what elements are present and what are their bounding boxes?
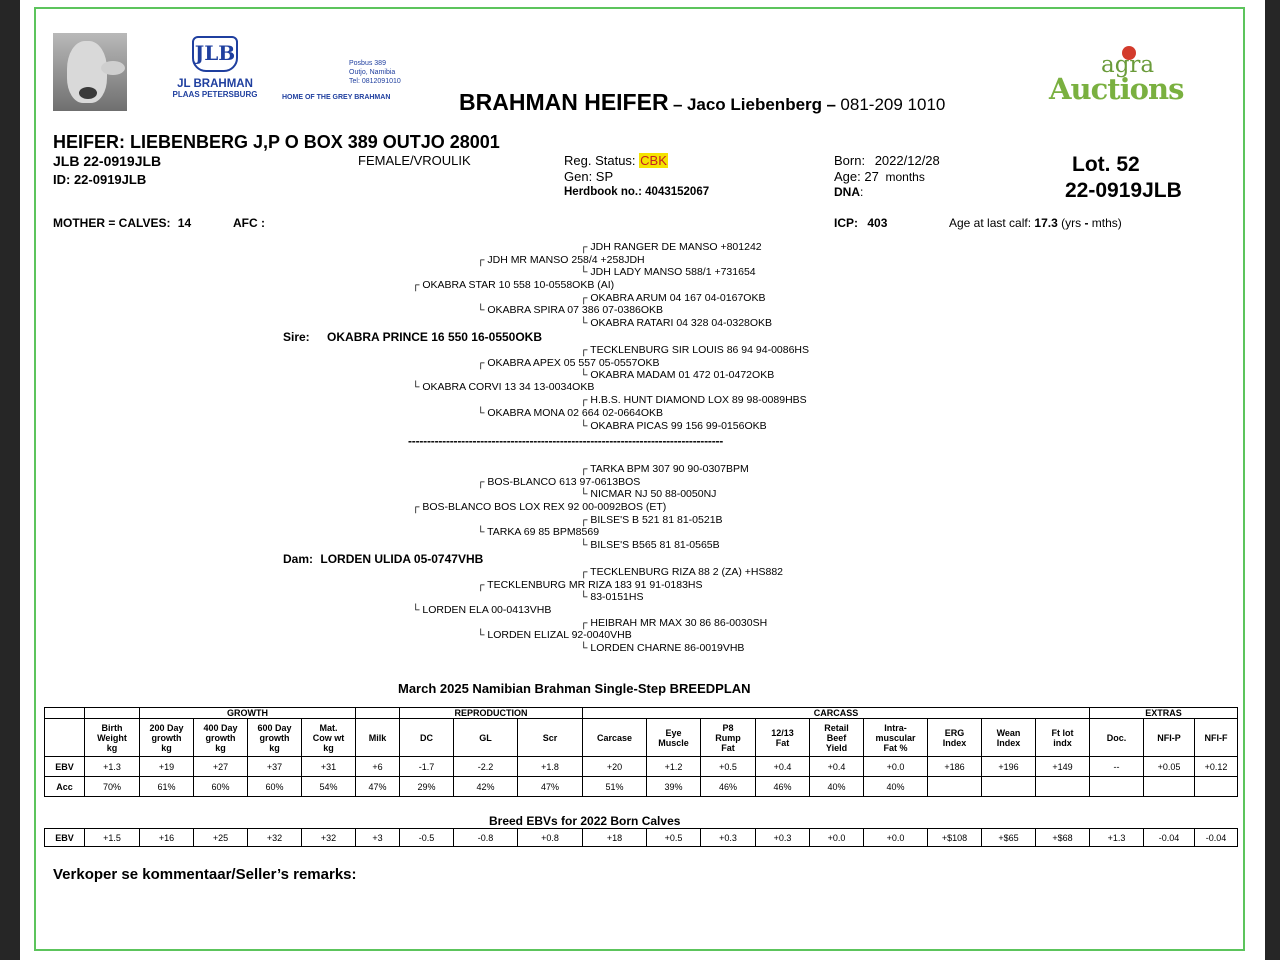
breed-ebv-row [45,829,1238,847]
column-header-line: Intra- [884,722,907,733]
sire-name: OKABRA PRINCE 16 550 16-0550OKB [327,330,542,344]
born-value: 2022/12/28 [874,153,940,168]
ebv-column-header [982,719,1036,757]
acc-row [45,777,1238,797]
age-last-calf-open: (yrs [1061,216,1082,230]
row-label: EBV [45,757,85,777]
pedigree-entry: ┌ TECKLENBURG MR RIZA 183 91 91-0183HS [477,579,703,591]
pedigree-entry: └ OKABRA RATARI 04 328 04-0328OKB [580,317,773,329]
pedigree-entry: ┌ BOS-BLANCO BOS LOX REX 92 00-0092BOS (ET) [412,501,667,513]
table-cell: 47% [518,777,583,797]
ebv-column-header [248,719,302,757]
pedigree-entry: └ 83-0151HS [580,591,644,603]
sire-label: Sire: [283,330,310,344]
column-header-line: Index [996,737,1021,748]
breed-ebv-table [44,828,1238,847]
table-cell: +0.3 [701,829,756,847]
table-cell: +0.3 [756,829,810,847]
animal-id: ID: 22-0919JLB [53,172,147,187]
table-cell: +186 [928,757,982,777]
dam [283,552,483,566]
table-cell: +25 [194,829,248,847]
column-header-line: P8 [722,722,734,733]
jlb-logo-name: JL BRAHMAN [177,78,253,90]
table-cell: +3 [356,829,400,847]
gen-line: Gen: SP [564,169,614,184]
lot-animal-id: 22-0919JLB [1065,179,1182,202]
age-last-calf-unit: mths) [1091,216,1122,230]
table-cell [1036,777,1090,797]
age [834,169,925,184]
column-header-line: 600 Day [257,722,292,733]
table-cell: -0.04 [1144,829,1195,847]
column-header-line: NFI-F [1204,732,1228,743]
column-header-line: Carcase [596,732,633,743]
address-line: Outjo, Namibia [349,69,396,76]
table-cell: +0.4 [810,757,864,777]
table-cell: 60% [248,777,302,797]
mother-calves-value: 14 [177,216,192,230]
table-cell: +196 [982,757,1036,777]
title-contact-name: Jaco Liebenberg [686,95,823,114]
pedigree-entry: ┌ TECKLENBURG RIZA 88 2 (ZA) +HS882 [580,566,784,578]
table-cell: +19 [140,757,194,777]
ebv-column-header [647,719,701,757]
column-header-line: Fat % [883,742,908,753]
age-label: Age: [834,169,861,184]
jlb-shield-icon: JLB [192,36,238,72]
sex: FEMALE/VROULIK [358,153,471,168]
column-header-line: Weight [97,732,127,743]
jlb-logo-subtitle: PLAAS PETERSBURG [172,90,258,99]
table-cell: 54% [302,777,356,797]
pedigree-entry: └ LORDEN CHARNE 86-0019VHB [580,642,745,654]
table-cell: +149 [1036,757,1090,777]
table-cell: 40% [810,777,864,797]
column-header-line: kg [215,742,226,753]
column-header-line: kg [269,742,280,753]
dna-colon: : [860,185,864,199]
herdbook-value: 4043152067 [645,186,710,198]
column-header-line: indx [1053,737,1072,748]
column-header-line: ERG [944,727,965,738]
pedigree-entry: ┌ OKABRA APEX 05 557 05-0557OKB [477,357,660,369]
born-label: Born: [834,153,866,168]
table-cell: -0.5 [400,829,454,847]
ebv-column-header [583,719,647,757]
group-extras: EXTRAS [1090,708,1238,719]
title-phone: 081-209 1010 [840,95,946,114]
pedigree-entry: ┌ OKABRA STAR 10 558 10-0558OKB (AI) [412,279,615,291]
table-cell: +20 [583,757,647,777]
pedigree-entry: └ LORDEN ELA 00-0413VHB [412,604,552,616]
column-header-line: growth [205,732,236,743]
column-header-line: Fat [775,737,790,748]
age-value: 27 [864,169,879,184]
ebv-column-header [701,719,756,757]
column-header-line: Scr [542,732,558,743]
afc-label: AFC : [233,216,265,230]
ebv-row [45,757,1238,777]
seller-remarks-label: Verkoper se kommentaar/Seller’s remarks: [53,866,357,883]
pedigree-entry: ┌ BOS-BLANCO 613 97-0613BOS [477,476,641,488]
column-header-line: 12/13 [771,727,794,738]
table-cell: +0.8 [518,829,583,847]
dam-name: LORDEN ULIDA 05-0747VHB [320,552,484,566]
pedigree-entry: └ BILSE'S B565 81 81-0565B [580,539,720,551]
table-cell: +18 [583,829,647,847]
pedigree-entry: ┌ H.B.S. HUNT DIAMOND LOX 89 98-0089HBS [580,394,807,406]
ebv-group-spacer [85,708,140,719]
table-cell: +32 [248,829,302,847]
table-cell: +27 [194,757,248,777]
table-cell [982,777,1036,797]
table-cell: +$68 [1036,829,1090,847]
column-header-line: Index [942,737,967,748]
pedigree-entry: └ OKABRA MADAM 01 472 01-0472OKB [580,369,775,381]
ebv-corner-cell [45,708,85,719]
table-cell: -1.7 [400,757,454,777]
table-cell: +32 [302,829,356,847]
row-label: EBV [45,829,85,847]
ebv-column-header [864,719,928,757]
reg-status-label: Reg. Status: [564,153,636,168]
table-cell: 61% [140,777,194,797]
agra-logo-bottom: Auctions [1049,72,1184,106]
column-header-line: kg [323,742,334,753]
page-title [459,89,945,116]
pedigree-entry: ┌ HEIBRAH MR MAX 30 86 86-0030SH [580,617,768,629]
column-header-line: kg [106,742,118,753]
dna-label: DNA [834,185,860,199]
ebv-corner-cell [45,719,85,757]
table-cell: 46% [701,777,756,797]
lot-number: Lot. 52 [1072,153,1140,176]
ebv-column-header [302,719,356,757]
table-cell: +0.12 [1195,757,1238,777]
column-header-line: Rump [715,732,741,743]
table-cell: +0.4 [756,757,810,777]
born [834,153,940,168]
table-cell [928,777,982,797]
table-cell: -2.2 [454,757,518,777]
table-cell: +1.5 [85,829,140,847]
table-cell: +16 [140,829,194,847]
column-header-line: growth [151,732,182,743]
column-header-line: Muscle [658,737,689,748]
pedigree-entry: ┌ JDH MR MANSO 258/4 +258JDH [477,254,645,266]
column-header-line: Yield [825,742,848,753]
table-cell: +6 [356,757,400,777]
ebv-column-header [194,719,248,757]
column-header-line: Doc. [1106,732,1127,743]
column-header-line: Mat. [319,722,338,733]
pedigree-divider: ----------------------------------------------------------------------------------- [408,434,724,448]
table-cell [1090,777,1144,797]
title-main: BRAHMAN HEIFER [459,89,669,115]
ebv-column-header [756,719,810,757]
mother-calves [53,216,191,230]
pedigree-entry: └ NICMAR NJ 50 88-0050NJ [580,488,717,500]
group-carcass: CARCASS [583,708,1090,719]
age-last-calf [949,216,1122,230]
table-cell: +0.0 [864,757,928,777]
pedigree-entry: └ OKABRA CORVI 13 34 13-0034OKB [412,381,595,393]
agra-auctions-logo [1049,44,1211,106]
table-cell: +$65 [982,829,1036,847]
table-cell: +1.3 [85,757,140,777]
ebv-column-header [518,719,583,757]
pedigree-entry: └ JDH LADY MANSO 588/1 +731654 [580,266,756,278]
column-header-line: Wean [996,727,1021,738]
table-cell: +1.8 [518,757,583,777]
herdbook [564,186,709,198]
breed-ebv-title: Breed EBVs for 2022 Born Calves [489,814,681,828]
title-separator: – [826,95,836,114]
age-last-calf-label: Age at last calf: [949,216,1032,230]
age-last-calf-value: 17.3 [1034,216,1058,230]
icp [834,216,887,230]
ebv-column-header [356,719,400,757]
jlb-number: JLB 22-0919JLB [53,153,162,169]
table-cell: 29% [400,777,454,797]
age-unit: months [885,170,925,184]
table-cell: -0.04 [1195,829,1238,847]
address-line: Tel: 0812091010 [349,78,401,85]
table-cell: +$108 [928,829,982,847]
sire [283,330,542,344]
table-cell: 42% [454,777,518,797]
ebv-column-header [810,719,864,757]
heifer-owner-line: HEIFER: LIEBENBERG J,P O BOX 389 OUTJO 28001 [53,132,500,152]
table-cell: +0.5 [647,829,701,847]
table-cell: +0.05 [1144,757,1195,777]
table-cell: 70% [85,777,140,797]
dam-label: Dam: [283,552,314,566]
table-cell: +31 [302,757,356,777]
group-reproduction: REPRODUCTION [400,708,583,719]
ebv-column-header [1195,719,1238,757]
ebv-table [44,707,1238,797]
table-cell: -0.8 [454,829,518,847]
row-label: Acc [45,777,85,797]
pedigree-entry: └ LORDEN ELIZAL 92-0040VHB [477,629,632,641]
table-cell: 40% [864,777,928,797]
breedplan-title: March 2025 Namibian Brahman Single-Step BREEDPLAN [398,681,751,696]
icp-label: ICP: [834,216,858,230]
pedigree-entry: └ TARKA 69 85 BPM8569 [477,526,600,538]
ebv-group-row [45,708,1238,719]
table-cell: +1.3 [1090,829,1144,847]
group-growth: GROWTH [140,708,356,719]
pedigree-entry: ┌ TECKLENBURG SIR LOUIS 86 94 94-0086HS [580,344,810,356]
column-header-line: muscular [875,732,916,743]
pedigree-entry: ┌ BILSE'S B 521 81 81-0521B [580,514,723,526]
column-header-line: DC [420,732,433,743]
table-cell: 46% [756,777,810,797]
pedigree-entry: ┌ TARKA BPM 307 90 90-0307BPM [580,463,749,475]
column-header-line: Birth [101,722,123,733]
pedigree-entry: ┌ JDH RANGER DE MANSO +801242 [580,241,762,253]
column-header-line: GL [479,732,492,743]
ebv-column-header [454,719,518,757]
table-cell: 51% [583,777,647,797]
ebv-column-header [1144,719,1195,757]
ebv-column-header [400,719,454,757]
table-cell: +0.0 [810,829,864,847]
column-header-line: Retail [824,722,849,733]
pedigree-entry: └ OKABRA PICAS 99 156 99-0156OKB [580,420,767,432]
title-separator: – [673,95,683,114]
column-header-line: Milk [368,732,387,743]
ebv-column-header [140,719,194,757]
column-header-line: NFI-P [1157,732,1181,743]
column-header-line: Eye [665,727,682,738]
column-header-line: growth [259,732,290,743]
document-page [20,0,1265,960]
table-cell [1144,777,1195,797]
ebv-group-spacer [356,708,400,719]
column-header-line: 200 Day [149,722,184,733]
address-line: Posbus 389 [349,60,386,67]
brahman-cow-photo [53,33,127,111]
logo-tagline: HOME OF THE GREY BRAHMAN [282,94,391,101]
table-cell [1195,777,1238,797]
table-cell: 39% [647,777,701,797]
table-cell: +0.5 [701,757,756,777]
age-last-calf-dash: - [1084,216,1089,230]
column-header-line: Ft lot [1051,727,1074,738]
column-header-line: Fat [721,742,735,753]
table-cell: -- [1090,757,1144,777]
table-cell: +1.2 [647,757,701,777]
ebv-column-header [1090,719,1144,757]
mother-calves-label: MOTHER = CALVES: [53,216,171,230]
pedigree-entry: └ OKABRA SPIRA 07 386 07-0386OKB [477,304,664,316]
agra-logo-top: agra [1101,52,1155,78]
logo-address [349,60,401,85]
column-header-line: Beef [826,732,847,743]
herdbook-label: Herdbook no.: [564,186,642,198]
ebv-header-row [45,719,1238,757]
column-header-line: 400 Day [203,722,238,733]
reg-status [564,153,668,168]
table-cell: +37 [248,757,302,777]
jl-brahman-logo [169,36,261,102]
pedigree-entry: └ OKABRA MONA 02 664 02-0664OKB [477,407,664,419]
column-header-line: Cow wt [312,732,345,743]
dna [834,185,863,199]
ebv-column-header [85,719,140,757]
ebv-column-header [928,719,982,757]
icp-value: 403 [867,216,888,230]
table-cell: 60% [194,777,248,797]
ebv-column-header [1036,719,1090,757]
table-cell: +0.0 [864,829,928,847]
column-header-line: kg [161,742,172,753]
reg-status-value: CBK [640,153,667,168]
pedigree-entry: ┌ OKABRA ARUM 04 167 04-0167OKB [580,292,766,304]
table-cell: 47% [356,777,400,797]
